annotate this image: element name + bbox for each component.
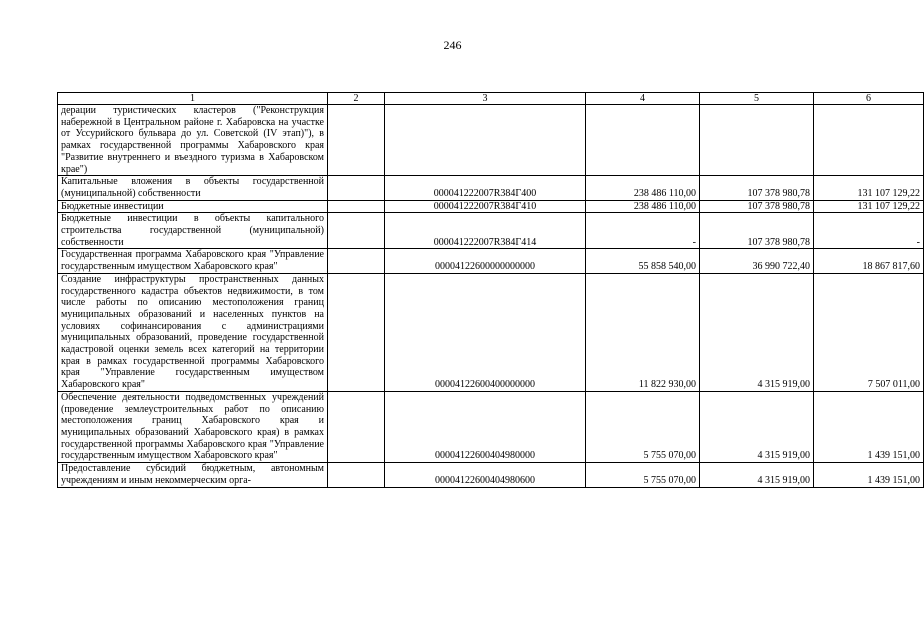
column-header: 1	[58, 93, 328, 105]
table-row	[58, 249, 924, 273]
row-code: 00004122600404980600	[385, 463, 586, 487]
row-col5: 107 378 980,78	[700, 213, 814, 249]
row-col4: 5 755 070,00	[586, 463, 700, 487]
table-row	[58, 176, 924, 200]
row-col6: 131 107 129,22	[814, 200, 924, 213]
row-col5: 107 378 980,78	[700, 200, 814, 213]
row-col2	[328, 391, 385, 462]
page-number: 246	[443, 38, 462, 52]
column-header: 3	[385, 93, 586, 105]
row-col6	[814, 105, 924, 176]
row-col6: 7 507 011,00	[814, 273, 924, 391]
row-col2	[328, 176, 385, 200]
row-col2	[328, 105, 385, 176]
row-description: Бюджетные инвестиции в объекты капитального строительства государственной (муниципальной) собственности	[58, 213, 328, 249]
row-col4: 238 486 110,00	[586, 176, 700, 200]
row-code: 000041222007R384Г410	[385, 200, 586, 213]
row-col4: 5 755 070,00	[586, 391, 700, 462]
column-header: 4	[586, 93, 700, 105]
row-col2	[328, 200, 385, 213]
row-code: 00004122600404980000	[385, 391, 586, 462]
column-header: 5	[700, 93, 814, 105]
row-col5	[700, 105, 814, 176]
table-row	[58, 105, 924, 176]
row-col4: 11 822 930,00	[586, 273, 700, 391]
row-col6: 18 867 817,60	[814, 249, 924, 273]
row-col2	[328, 213, 385, 249]
row-col5: 36 990 722,40	[700, 249, 814, 273]
column-header: 2	[328, 93, 385, 105]
row-code	[385, 105, 586, 176]
row-col6: 1 439 151,00	[814, 391, 924, 462]
row-col5: 4 315 919,00	[700, 273, 814, 391]
row-description: Бюджетные инвестиции	[58, 200, 328, 213]
row-col2	[328, 249, 385, 273]
row-col5: 4 315 919,00	[700, 463, 814, 487]
budget-table	[57, 92, 924, 488]
row-description: дерации туристических кластеров ("Реконструкция набережной в Центральном районе г. Хабаровска на участке от Уссурийского бульвара до ул. Советской (IV этап)"), в рамках государственной программы Хабаровского края "Развитие внутреннего и въездного туризма в Хабаровском крае")	[58, 105, 328, 176]
table-row	[58, 273, 924, 391]
table-row	[58, 200, 924, 213]
row-col4: 238 486 110,00	[586, 200, 700, 213]
row-code: 00004122600400000000	[385, 273, 586, 391]
row-col4: -	[586, 213, 700, 249]
row-col2	[328, 273, 385, 391]
table-row	[58, 463, 924, 487]
row-code: 000041222007R384Г400	[385, 176, 586, 200]
row-col6: -	[814, 213, 924, 249]
row-code: 000041222007R384Г414	[385, 213, 586, 249]
row-description: Создание инфраструктуры пространственных данных государственного кадастра объектов недвижимости, в том числе работы по описанию местоположения границ муниципальных образований и населенных пунктов на условиях софинансирования с администрациями муниципальных образований, проведение государственной кадастровой оценки земель всех категорий на территории края в рамках государственной программы Хабаровского края "Управление государственным имуществом Хабаровского края"	[58, 273, 328, 391]
table-row	[58, 213, 924, 249]
row-col6: 1 439 151,00	[814, 463, 924, 487]
row-col5: 107 378 980,78	[700, 176, 814, 200]
row-col4: 55 858 540,00	[586, 249, 700, 273]
row-col4	[586, 105, 700, 176]
row-code: 00004122600000000000	[385, 249, 586, 273]
row-col2	[328, 463, 385, 487]
table-row	[58, 391, 924, 462]
row-description: Предоставление субсидий бюджетным, автономным учреждениям и иным некоммерческим орга-	[58, 463, 328, 487]
column-header: 6	[814, 93, 924, 105]
row-description: Государственная программа Хабаровского края "Управление государственным имуществом Хабаровского края"	[58, 249, 328, 273]
table-header-row	[58, 93, 924, 105]
row-col5: 4 315 919,00	[700, 391, 814, 462]
row-description: Обеспечение деятельности подведомственных учреждений (проведение землеустроительных работ по описанию местоположения границ Хабаровского края и муниципальных образований Хабаровского края) в рамках государственной программы Хабаровского края "Управление государственным имуществом Хабаровского края"	[58, 391, 328, 462]
row-description: Капитальные вложения в объекты государственной (муниципальной) собственности	[58, 176, 328, 200]
row-col6: 131 107 129,22	[814, 176, 924, 200]
